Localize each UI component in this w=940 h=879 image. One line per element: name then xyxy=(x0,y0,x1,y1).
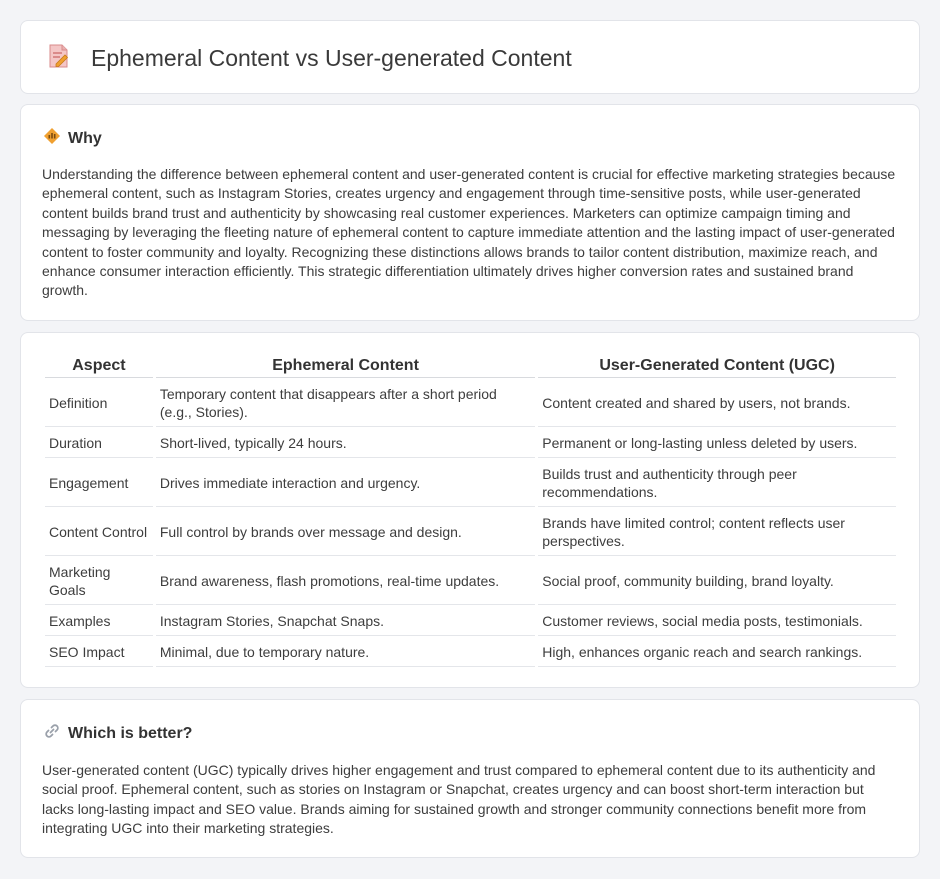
table-row xyxy=(45,638,896,667)
table-row xyxy=(45,380,896,427)
table-header-row xyxy=(45,355,896,378)
header-ugc: User-Generated Content (UGC) xyxy=(538,355,896,378)
title-card xyxy=(20,20,920,94)
why-heading: Why xyxy=(68,129,102,147)
row-aspect: SEO Impact xyxy=(45,638,153,667)
row-ephemeral: Minimal, due to temporary nature. xyxy=(156,638,535,667)
row-ephemeral: Full control by brands over message and design. xyxy=(156,509,535,556)
table-row xyxy=(45,509,896,556)
row-ugc: Customer reviews, social media posts, testimonials. xyxy=(538,607,896,636)
why-text: Understanding the difference between ephemeral content and user-generated content is crucial for effective marketing strategies because ephemeral content, such as Instagram Stories, creates urgency and engagement through time-sensitive posts, while user-generated content builds brand trust and authenticity by showcasing real customer experiences. Marketers can optimize campaign timing and messaging by leveraging the fleeting nature of ephemeral content to capture immediate attention and the lasting impact of user-generated content to foster community and loyalty. Recognizing these distinctions allows brands to tailor content distribution, maximize reach, and enhance consumer interaction efficiently. This strategic differentiation ultimately drives higher conversion rates and sustained brand growth. xyxy=(42,166,896,299)
better-heading: Which is better? xyxy=(68,724,193,742)
table-row xyxy=(45,558,896,605)
better-heading-row xyxy=(43,722,192,745)
row-ephemeral: Brand awareness, flash promotions, real-time updates. xyxy=(156,558,535,605)
link-icon xyxy=(43,722,61,745)
why-heading-row xyxy=(43,127,102,150)
row-ugc: Permanent or long-lasting unless deleted by users. xyxy=(538,429,896,458)
row-ephemeral: Drives immediate interaction and urgency. xyxy=(156,460,535,507)
row-ephemeral: Temporary content that disappears after a short period (e.g., Stories). xyxy=(156,380,535,427)
row-aspect: Marketing Goals xyxy=(45,558,153,605)
row-ugc: High, enhances organic reach and search rankings. xyxy=(538,638,896,667)
which-is-better-card xyxy=(20,699,920,858)
comparison-table-card xyxy=(20,332,920,688)
better-text: User-generated content (UGC) typically drives higher engagement and trust compared to ephemeral content due to its authenticity and social proof. Ephemeral content, such as stories on Instagram or Snapchat, creates urgency and can boost short-term interaction but lacks long-lasting impact and SEO value. Brands aiming for sustained growth and stronger community connections benefit more from integrating UGC into their marketing strategies. xyxy=(42,762,876,837)
row-ugc: Brands have limited control; content reflects user perspectives. xyxy=(538,509,896,556)
row-ephemeral: Short-lived, typically 24 hours. xyxy=(156,429,535,458)
row-ugc: Builds trust and authenticity through peer recommendations. xyxy=(538,460,896,507)
row-ephemeral: Instagram Stories, Snapchat Snaps. xyxy=(156,607,535,636)
row-ugc: Social proof, community building, brand loyalty. xyxy=(538,558,896,605)
row-ugc: Content created and shared by users, not brands. xyxy=(538,380,896,427)
header-ephemeral: Ephemeral Content xyxy=(156,355,535,378)
row-aspect: Engagement xyxy=(45,460,153,507)
row-aspect: Definition xyxy=(45,380,153,427)
diamond-signal-icon xyxy=(43,127,61,150)
header-aspect: Aspect xyxy=(45,355,153,378)
row-aspect: Duration xyxy=(45,429,153,458)
table-row xyxy=(45,429,896,458)
document-edit-icon xyxy=(47,43,71,74)
table-row xyxy=(45,460,896,507)
row-aspect: Content Control xyxy=(45,509,153,556)
comparison-table xyxy=(42,353,899,669)
row-aspect: Examples xyxy=(45,607,153,636)
page-title: Ephemeral Content vs User-generated Content xyxy=(91,45,572,71)
title-row xyxy=(47,43,572,74)
table-row xyxy=(45,607,896,636)
why-card xyxy=(20,104,920,321)
